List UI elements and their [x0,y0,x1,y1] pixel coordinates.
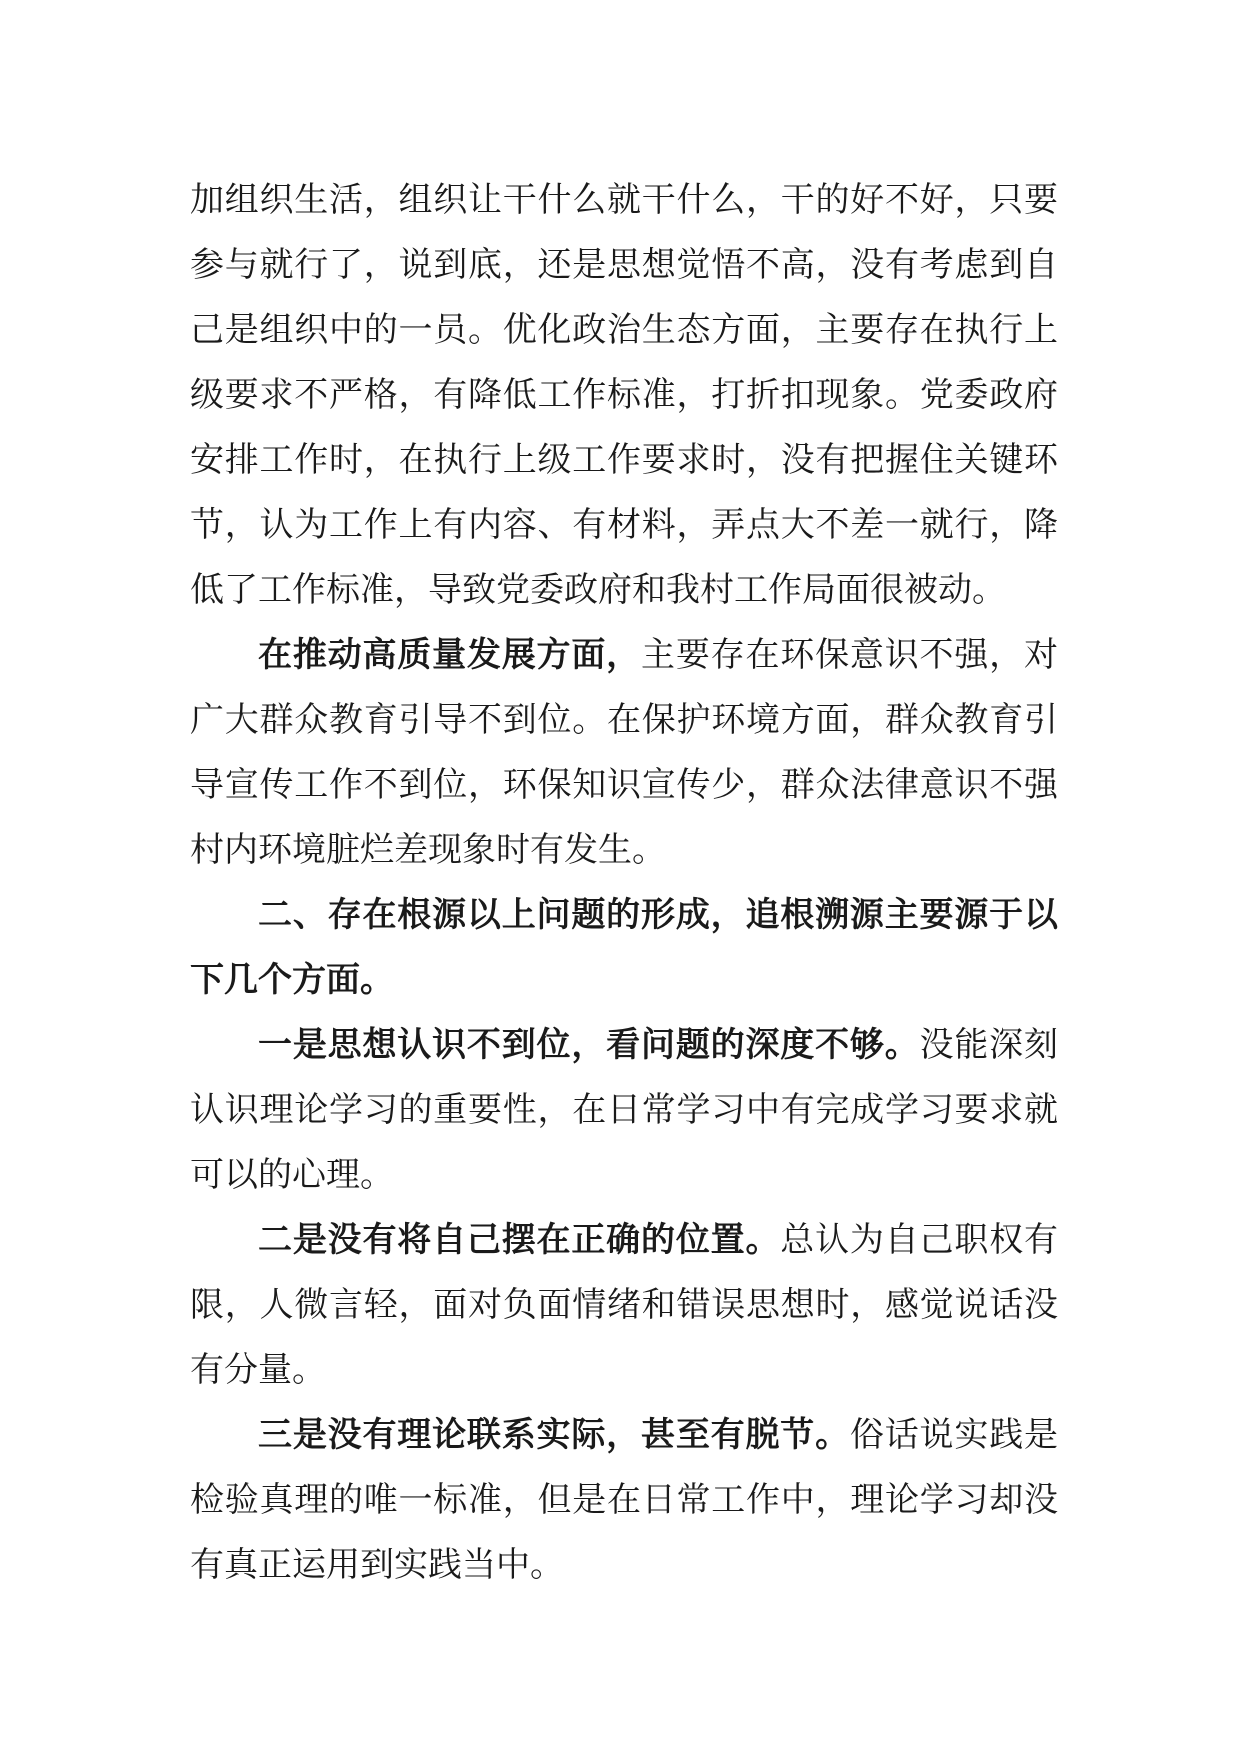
paragraph-cause-three [190,1403,1058,1598]
paragraph-cause-two [190,1208,1058,1403]
document-page [190,168,1058,1598]
section-heading-text: 二、存在根源以上问题的形成，追根溯源主要源于以下几个方面。 [190,895,1058,1000]
paragraph-text: 没能深刻认识理论学习的重要性，在日常学习中有完成学习要求就可以的心理。 [190,1025,1059,1195]
paragraph-text: 主要存在环保意识不强，对广大群众教育引导不到位。在保护环境方面，群众教育引导宣传工作不到位，环保知识宣传少，群众法律意识不强村内环境脏烂差现象时有发生。 [190,635,1058,870]
section-heading-root-causes [190,883,1058,1013]
paragraph-text: 加组织生活，组织让干什么就干什么，干的好不好，只要参与就行了，说到底，还是思想觉悟不高，没有考虑到自己是组织中的一员。优化政治生态方面，主要存在执行上级要求不严格，有降低工作标准，打折扣现象。党委政府安排工作时，在执行上级工作要求时，没有把握住关键环节，认为工作上有内容、有材料，弄点大不差一就行，降低了工作标准，导致党委政府和我村工作局面很被动。 [190,180,1058,610]
paragraph-lead: 在推动高质量发展方面， [258,635,641,675]
paragraph-continuation [190,168,1058,623]
paragraph-text: 俗话说实践是检验真理的唯一标准，但是在日常工作中，理论学习却没有真正运用到实践当中。 [190,1415,1059,1585]
paragraph-lead: 三是没有理论联系实际，甚至有脱节。 [258,1415,850,1455]
paragraph-lead: 二是没有将自己摆在正确的位置。 [258,1220,781,1260]
paragraph-lead: 一是思想认识不到位，看问题的深度不够。 [258,1025,920,1065]
paragraph-cause-one [190,1013,1058,1208]
paragraph-high-quality-development [190,623,1058,883]
paragraph-text: 总认为自己职权有限，人微言轻，面对负面情绪和错误思想时，感觉说话没有分量。 [190,1220,1059,1390]
